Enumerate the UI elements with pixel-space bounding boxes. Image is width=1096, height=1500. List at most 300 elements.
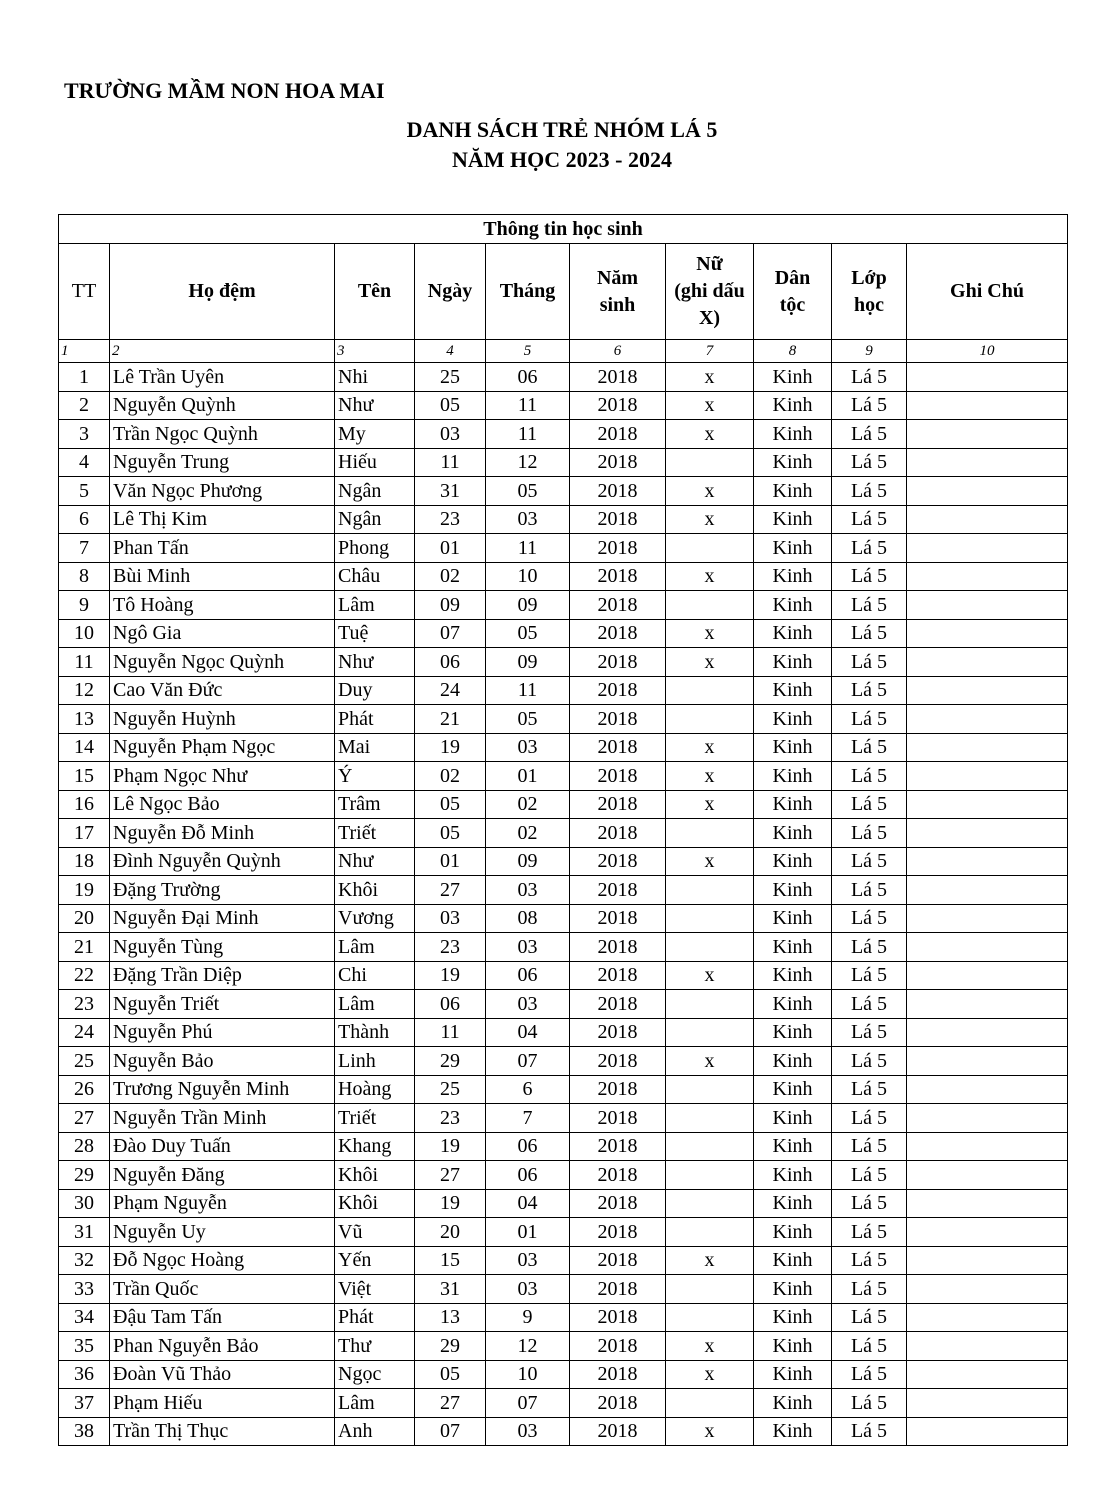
cell-lop-hoc: Lá 5 — [832, 676, 907, 705]
table-row — [59, 1303, 1068, 1332]
cell-lop-hoc: Lá 5 — [832, 1389, 907, 1418]
cell-lop-hoc: Lá 5 — [832, 534, 907, 563]
table-row — [59, 648, 1068, 677]
cell-nam-sinh: 2018 — [570, 1218, 666, 1247]
cell-nam-sinh: 2018 — [570, 1332, 666, 1361]
cell-dan-toc: Kinh — [754, 1189, 832, 1218]
header-nam-sinh-line1: Năm — [596, 266, 639, 289]
cell-dan-toc: Kinh — [754, 847, 832, 876]
cell-thang: 02 — [486, 790, 570, 819]
cell-ten: My — [335, 420, 415, 449]
cell-ngay: 01 — [415, 847, 486, 876]
cell-ten: Ý — [335, 762, 415, 791]
cell-thang: 09 — [486, 847, 570, 876]
cell-ngay: 23 — [415, 1104, 486, 1133]
cell-lop-hoc: Lá 5 — [832, 933, 907, 962]
cell-nu: x — [666, 1246, 754, 1275]
cell-tt: 23 — [59, 990, 110, 1019]
header-lop-hoc — [832, 244, 907, 340]
cell-thang: 10 — [486, 1360, 570, 1389]
table-row — [59, 1047, 1068, 1076]
cell-ghi-chu — [907, 1104, 1068, 1133]
cell-thang: 03 — [486, 733, 570, 762]
cell-ngay: 23 — [415, 933, 486, 962]
column-number: 4 — [415, 340, 486, 363]
table-row — [59, 961, 1068, 990]
cell-nam-sinh: 2018 — [570, 619, 666, 648]
cell-nam-sinh: 2018 — [570, 1104, 666, 1133]
cell-nam-sinh: 2018 — [570, 1246, 666, 1275]
cell-nam-sinh: 2018 — [570, 363, 666, 392]
cell-ho-dem: Lê Trần Uyên — [110, 363, 335, 392]
cell-thang: 05 — [486, 705, 570, 734]
cell-ngay: 20 — [415, 1218, 486, 1247]
cell-dan-toc: Kinh — [754, 591, 832, 620]
cell-nam-sinh: 2018 — [570, 705, 666, 734]
cell-nam-sinh: 2018 — [570, 1417, 666, 1446]
table-row — [59, 562, 1068, 591]
cell-nam-sinh: 2018 — [570, 1018, 666, 1047]
cell-ten: Việt — [335, 1275, 415, 1304]
column-number: 1 — [59, 340, 110, 363]
table-row — [59, 1189, 1068, 1218]
cell-tt: 1 — [59, 363, 110, 392]
table-row — [59, 847, 1068, 876]
column-number: 10 — [907, 340, 1068, 363]
cell-lop-hoc: Lá 5 — [832, 648, 907, 677]
cell-ten: Thành — [335, 1018, 415, 1047]
cell-ho-dem: Nguyễn Uy — [110, 1218, 335, 1247]
cell-ghi-chu — [907, 448, 1068, 477]
cell-ho-dem: Phan Nguyễn Bảo — [110, 1332, 335, 1361]
cell-nu: x — [666, 1047, 754, 1076]
cell-thang: 11 — [486, 534, 570, 563]
cell-ho-dem: Trương Nguyễn Minh — [110, 1075, 335, 1104]
cell-ho-dem: Văn Ngọc Phương — [110, 477, 335, 506]
cell-tt: 10 — [59, 619, 110, 648]
cell-tt: 24 — [59, 1018, 110, 1047]
cell-lop-hoc: Lá 5 — [832, 961, 907, 990]
cell-thang: 7 — [486, 1104, 570, 1133]
cell-ghi-chu — [907, 876, 1068, 905]
cell-ho-dem: Ngô Gia — [110, 619, 335, 648]
school-name: TRƯỜNG MẦM NON HOA MAI — [64, 78, 385, 103]
cell-ten: Khôi — [335, 1161, 415, 1190]
header-dan-toc-line2: tộc — [779, 293, 806, 316]
cell-nam-sinh: 2018 — [570, 990, 666, 1019]
cell-ngay: 27 — [415, 1161, 486, 1190]
cell-thang: 12 — [486, 448, 570, 477]
cell-thang: 03 — [486, 990, 570, 1019]
cell-thang: 08 — [486, 904, 570, 933]
cell-lop-hoc: Lá 5 — [832, 705, 907, 734]
cell-thang: 9 — [486, 1303, 570, 1332]
cell-ngay: 05 — [415, 790, 486, 819]
cell-nu: x — [666, 1332, 754, 1361]
cell-ngay: 03 — [415, 420, 486, 449]
cell-lop-hoc: Lá 5 — [832, 1075, 907, 1104]
cell-ghi-chu — [907, 762, 1068, 791]
table-row — [59, 448, 1068, 477]
cell-tt: 13 — [59, 705, 110, 734]
cell-ghi-chu — [907, 1189, 1068, 1218]
cell-ho-dem: Nguyễn Huỳnh — [110, 705, 335, 734]
cell-ho-dem: Đậu Tam Tấn — [110, 1303, 335, 1332]
header-ghi-chu: Ghi Chú — [907, 244, 1068, 340]
cell-ten: Phát — [335, 1303, 415, 1332]
cell-lop-hoc: Lá 5 — [832, 1360, 907, 1389]
cell-lop-hoc: Lá 5 — [832, 904, 907, 933]
cell-dan-toc: Kinh — [754, 904, 832, 933]
cell-ngay: 27 — [415, 876, 486, 905]
cell-nu — [666, 1104, 754, 1133]
header-nu-line2: (ghi dấu — [674, 280, 745, 302]
cell-thang: 03 — [486, 876, 570, 905]
cell-nam-sinh: 2018 — [570, 477, 666, 506]
cell-ho-dem: Nguyễn Trung — [110, 448, 335, 477]
cell-dan-toc: Kinh — [754, 562, 832, 591]
cell-ten: Hiếu — [335, 448, 415, 477]
cell-nu: x — [666, 733, 754, 762]
cell-ho-dem: Đỗ Ngọc Hoàng — [110, 1246, 335, 1275]
cell-ngay: 11 — [415, 1018, 486, 1047]
table-row — [59, 1132, 1068, 1161]
table-row — [59, 619, 1068, 648]
cell-thang: 07 — [486, 1047, 570, 1076]
table-row — [59, 990, 1068, 1019]
cell-lop-hoc: Lá 5 — [832, 1018, 907, 1047]
cell-ngay: 19 — [415, 1132, 486, 1161]
cell-ngay: 25 — [415, 1075, 486, 1104]
cell-lop-hoc: Lá 5 — [832, 562, 907, 591]
column-number: 7 — [666, 340, 754, 363]
cell-thang: 05 — [486, 477, 570, 506]
table-row — [59, 1246, 1068, 1275]
cell-ten: Vũ — [335, 1218, 415, 1247]
cell-thang: 06 — [486, 961, 570, 990]
cell-ten: Duy — [335, 676, 415, 705]
cell-ngay: 27 — [415, 1389, 486, 1418]
column-number: 6 — [570, 340, 666, 363]
cell-nam-sinh: 2018 — [570, 562, 666, 591]
cell-dan-toc: Kinh — [754, 876, 832, 905]
header-tt: TT — [59, 244, 110, 340]
cell-ten: Thư — [335, 1332, 415, 1361]
cell-ten: Triết — [335, 1104, 415, 1133]
header-dan-toc-line1: Dân — [774, 266, 811, 289]
student-table — [58, 214, 1068, 1446]
cell-lop-hoc: Lá 5 — [832, 790, 907, 819]
cell-ho-dem: Nguyễn Phạm Ngọc — [110, 733, 335, 762]
cell-lop-hoc: Lá 5 — [832, 990, 907, 1019]
cell-lop-hoc: Lá 5 — [832, 391, 907, 420]
cell-dan-toc: Kinh — [754, 961, 832, 990]
table-row — [59, 1218, 1068, 1247]
cell-ho-dem: Lê Thị Kim — [110, 505, 335, 534]
cell-ghi-chu — [907, 477, 1068, 506]
cell-thang: 09 — [486, 648, 570, 677]
cell-nam-sinh: 2018 — [570, 391, 666, 420]
header-lop-hoc-line2: học — [854, 293, 884, 316]
table-row — [59, 391, 1068, 420]
cell-dan-toc: Kinh — [754, 534, 832, 563]
cell-tt: 34 — [59, 1303, 110, 1332]
cell-nu: x — [666, 847, 754, 876]
cell-dan-toc: Kinh — [754, 420, 832, 449]
cell-ten: Vương — [335, 904, 415, 933]
cell-ten: Như — [335, 648, 415, 677]
table-row — [59, 1018, 1068, 1047]
table-row — [59, 1417, 1068, 1446]
cell-nam-sinh: 2018 — [570, 961, 666, 990]
cell-ngay: 31 — [415, 477, 486, 506]
cell-tt: 8 — [59, 562, 110, 591]
cell-ghi-chu — [907, 1417, 1068, 1446]
cell-ghi-chu — [907, 1275, 1068, 1304]
cell-ten: Khôi — [335, 1189, 415, 1218]
column-number: 2 — [110, 340, 335, 363]
cell-tt: 37 — [59, 1389, 110, 1418]
cell-dan-toc: Kinh — [754, 733, 832, 762]
cell-ten: Lâm — [335, 1389, 415, 1418]
table-row — [59, 762, 1068, 791]
table-row — [59, 676, 1068, 705]
cell-dan-toc: Kinh — [754, 448, 832, 477]
cell-thang: 03 — [486, 1246, 570, 1275]
cell-nam-sinh: 2018 — [570, 876, 666, 905]
cell-thang: 11 — [486, 676, 570, 705]
cell-thang: 02 — [486, 819, 570, 848]
cell-ho-dem: Trần Quốc — [110, 1275, 335, 1304]
cell-ten: Phong — [335, 534, 415, 563]
cell-dan-toc: Kinh — [754, 705, 832, 734]
cell-dan-toc: Kinh — [754, 505, 832, 534]
cell-nam-sinh: 2018 — [570, 733, 666, 762]
header-nu — [666, 244, 754, 340]
table-row — [59, 1360, 1068, 1389]
cell-ho-dem: Bùi Minh — [110, 562, 335, 591]
cell-thang: 12 — [486, 1332, 570, 1361]
cell-lop-hoc: Lá 5 — [832, 847, 907, 876]
cell-nu — [666, 676, 754, 705]
cell-lop-hoc: Lá 5 — [832, 1189, 907, 1218]
cell-nam-sinh: 2018 — [570, 448, 666, 477]
table-row — [59, 505, 1068, 534]
cell-dan-toc: Kinh — [754, 619, 832, 648]
cell-lop-hoc: Lá 5 — [832, 448, 907, 477]
cell-nu: x — [666, 961, 754, 990]
cell-ho-dem: Phạm Hiếu — [110, 1389, 335, 1418]
cell-nu: x — [666, 420, 754, 449]
cell-ghi-chu — [907, 1303, 1068, 1332]
table-row — [59, 534, 1068, 563]
table-row — [59, 790, 1068, 819]
cell-nu — [666, 1303, 754, 1332]
cell-thang: 06 — [486, 1132, 570, 1161]
cell-lop-hoc: Lá 5 — [832, 1303, 907, 1332]
cell-lop-hoc: Lá 5 — [832, 733, 907, 762]
cell-nu — [666, 819, 754, 848]
cell-ho-dem: Phạm Ngọc Như — [110, 762, 335, 791]
cell-ghi-chu — [907, 648, 1068, 677]
cell-nu — [666, 448, 754, 477]
cell-dan-toc: Kinh — [754, 1417, 832, 1446]
cell-lop-hoc: Lá 5 — [832, 591, 907, 620]
column-number: 9 — [832, 340, 907, 363]
cell-tt: 7 — [59, 534, 110, 563]
cell-ten: Lâm — [335, 933, 415, 962]
cell-ten: Mai — [335, 733, 415, 762]
cell-ten: Hoàng — [335, 1075, 415, 1104]
cell-ngay: 24 — [415, 676, 486, 705]
cell-nam-sinh: 2018 — [570, 790, 666, 819]
cell-nu: x — [666, 648, 754, 677]
cell-dan-toc: Kinh — [754, 1018, 832, 1047]
cell-thang: 06 — [486, 363, 570, 392]
cell-tt: 26 — [59, 1075, 110, 1104]
header-thang: Tháng — [486, 244, 570, 340]
header-row — [59, 244, 1068, 340]
cell-lop-hoc: Lá 5 — [832, 1275, 907, 1304]
cell-dan-toc: Kinh — [754, 1075, 832, 1104]
cell-ghi-chu — [907, 1246, 1068, 1275]
cell-dan-toc: Kinh — [754, 1360, 832, 1389]
cell-nu: x — [666, 363, 754, 392]
cell-thang: 01 — [486, 1218, 570, 1247]
cell-dan-toc: Kinh — [754, 391, 832, 420]
cell-ho-dem: Đình Nguyễn Quỳnh — [110, 847, 335, 876]
cell-nam-sinh: 2018 — [570, 1275, 666, 1304]
cell-ghi-chu — [907, 904, 1068, 933]
table-row — [59, 1332, 1068, 1361]
table-row — [59, 420, 1068, 449]
cell-ghi-chu — [907, 391, 1068, 420]
cell-nam-sinh: 2018 — [570, 904, 666, 933]
table-row — [59, 591, 1068, 620]
cell-ngay: 06 — [415, 990, 486, 1019]
cell-lop-hoc: Lá 5 — [832, 1104, 907, 1133]
cell-tt: 20 — [59, 904, 110, 933]
cell-lop-hoc: Lá 5 — [832, 1132, 907, 1161]
cell-tt: 19 — [59, 876, 110, 905]
cell-tt: 21 — [59, 933, 110, 962]
cell-lop-hoc: Lá 5 — [832, 762, 907, 791]
cell-nu — [666, 1389, 754, 1418]
cell-tt: 28 — [59, 1132, 110, 1161]
cell-tt: 33 — [59, 1275, 110, 1304]
cell-tt: 9 — [59, 591, 110, 620]
cell-ten: Triết — [335, 819, 415, 848]
header-nam-sinh-line2: sinh — [599, 293, 636, 316]
cell-ngay: 01 — [415, 534, 486, 563]
cell-nu — [666, 1018, 754, 1047]
cell-ghi-chu — [907, 420, 1068, 449]
cell-ten: Ngân — [335, 477, 415, 506]
cell-ngay: 07 — [415, 619, 486, 648]
cell-thang: 11 — [486, 420, 570, 449]
cell-ten: Linh — [335, 1047, 415, 1076]
cell-nam-sinh: 2018 — [570, 933, 666, 962]
cell-ho-dem: Đoàn Vũ Thảo — [110, 1360, 335, 1389]
cell-dan-toc: Kinh — [754, 990, 832, 1019]
cell-lop-hoc: Lá 5 — [832, 1161, 907, 1190]
cell-tt: 31 — [59, 1218, 110, 1247]
header-nu-line1: Nữ — [696, 253, 723, 275]
cell-ngay: 05 — [415, 391, 486, 420]
cell-ghi-chu — [907, 1360, 1068, 1389]
cell-ghi-chu — [907, 1332, 1068, 1361]
cell-thang: 6 — [486, 1075, 570, 1104]
cell-ghi-chu — [907, 990, 1068, 1019]
cell-nu: x — [666, 391, 754, 420]
table-row — [59, 904, 1068, 933]
table-row — [59, 1389, 1068, 1418]
cell-ghi-chu — [907, 1018, 1068, 1047]
cell-ho-dem: Nguyễn Đỗ Minh — [110, 819, 335, 848]
cell-nu — [666, 990, 754, 1019]
cell-lop-hoc: Lá 5 — [832, 363, 907, 392]
cell-ho-dem: Nguyễn Đăng — [110, 1161, 335, 1190]
cell-ten: Tuệ — [335, 619, 415, 648]
column-number-row — [59, 340, 1068, 363]
cell-ghi-chu — [907, 562, 1068, 591]
column-number: 3 — [335, 340, 415, 363]
cell-tt: 11 — [59, 648, 110, 677]
cell-lop-hoc: Lá 5 — [832, 477, 907, 506]
cell-tt: 35 — [59, 1332, 110, 1361]
cell-tt: 17 — [59, 819, 110, 848]
cell-dan-toc: Kinh — [754, 1047, 832, 1076]
header-ten: Tên — [335, 244, 415, 340]
cell-dan-toc: Kinh — [754, 762, 832, 791]
table-row — [59, 1275, 1068, 1304]
cell-dan-toc: Kinh — [754, 477, 832, 506]
cell-ten: Chi — [335, 961, 415, 990]
header-dan-toc — [754, 244, 832, 340]
cell-tt: 27 — [59, 1104, 110, 1133]
cell-lop-hoc: Lá 5 — [832, 619, 907, 648]
cell-ten: Lâm — [335, 990, 415, 1019]
cell-nam-sinh: 2018 — [570, 1303, 666, 1332]
column-number: 5 — [486, 340, 570, 363]
cell-dan-toc: Kinh — [754, 1246, 832, 1275]
cell-nu: x — [666, 790, 754, 819]
cell-tt: 14 — [59, 733, 110, 762]
cell-ngay: 29 — [415, 1047, 486, 1076]
cell-dan-toc: Kinh — [754, 1332, 832, 1361]
cell-ghi-chu — [907, 847, 1068, 876]
table-row — [59, 705, 1068, 734]
cell-ten: Ngọc — [335, 1360, 415, 1389]
header-ngay: Ngày — [415, 244, 486, 340]
cell-ngay: 09 — [415, 591, 486, 620]
cell-thang: 03 — [486, 505, 570, 534]
cell-nam-sinh: 2018 — [570, 676, 666, 705]
cell-ghi-chu — [907, 1075, 1068, 1104]
cell-dan-toc: Kinh — [754, 1275, 832, 1304]
cell-tt: 6 — [59, 505, 110, 534]
cell-nam-sinh: 2018 — [570, 847, 666, 876]
cell-thang: 03 — [486, 1275, 570, 1304]
cell-nam-sinh: 2018 — [570, 1161, 666, 1190]
cell-ngay: 19 — [415, 733, 486, 762]
cell-tt: 12 — [59, 676, 110, 705]
cell-ten: Lâm — [335, 591, 415, 620]
cell-nu — [666, 904, 754, 933]
cell-ngay: 15 — [415, 1246, 486, 1275]
cell-dan-toc: Kinh — [754, 1132, 832, 1161]
cell-dan-toc: Kinh — [754, 648, 832, 677]
